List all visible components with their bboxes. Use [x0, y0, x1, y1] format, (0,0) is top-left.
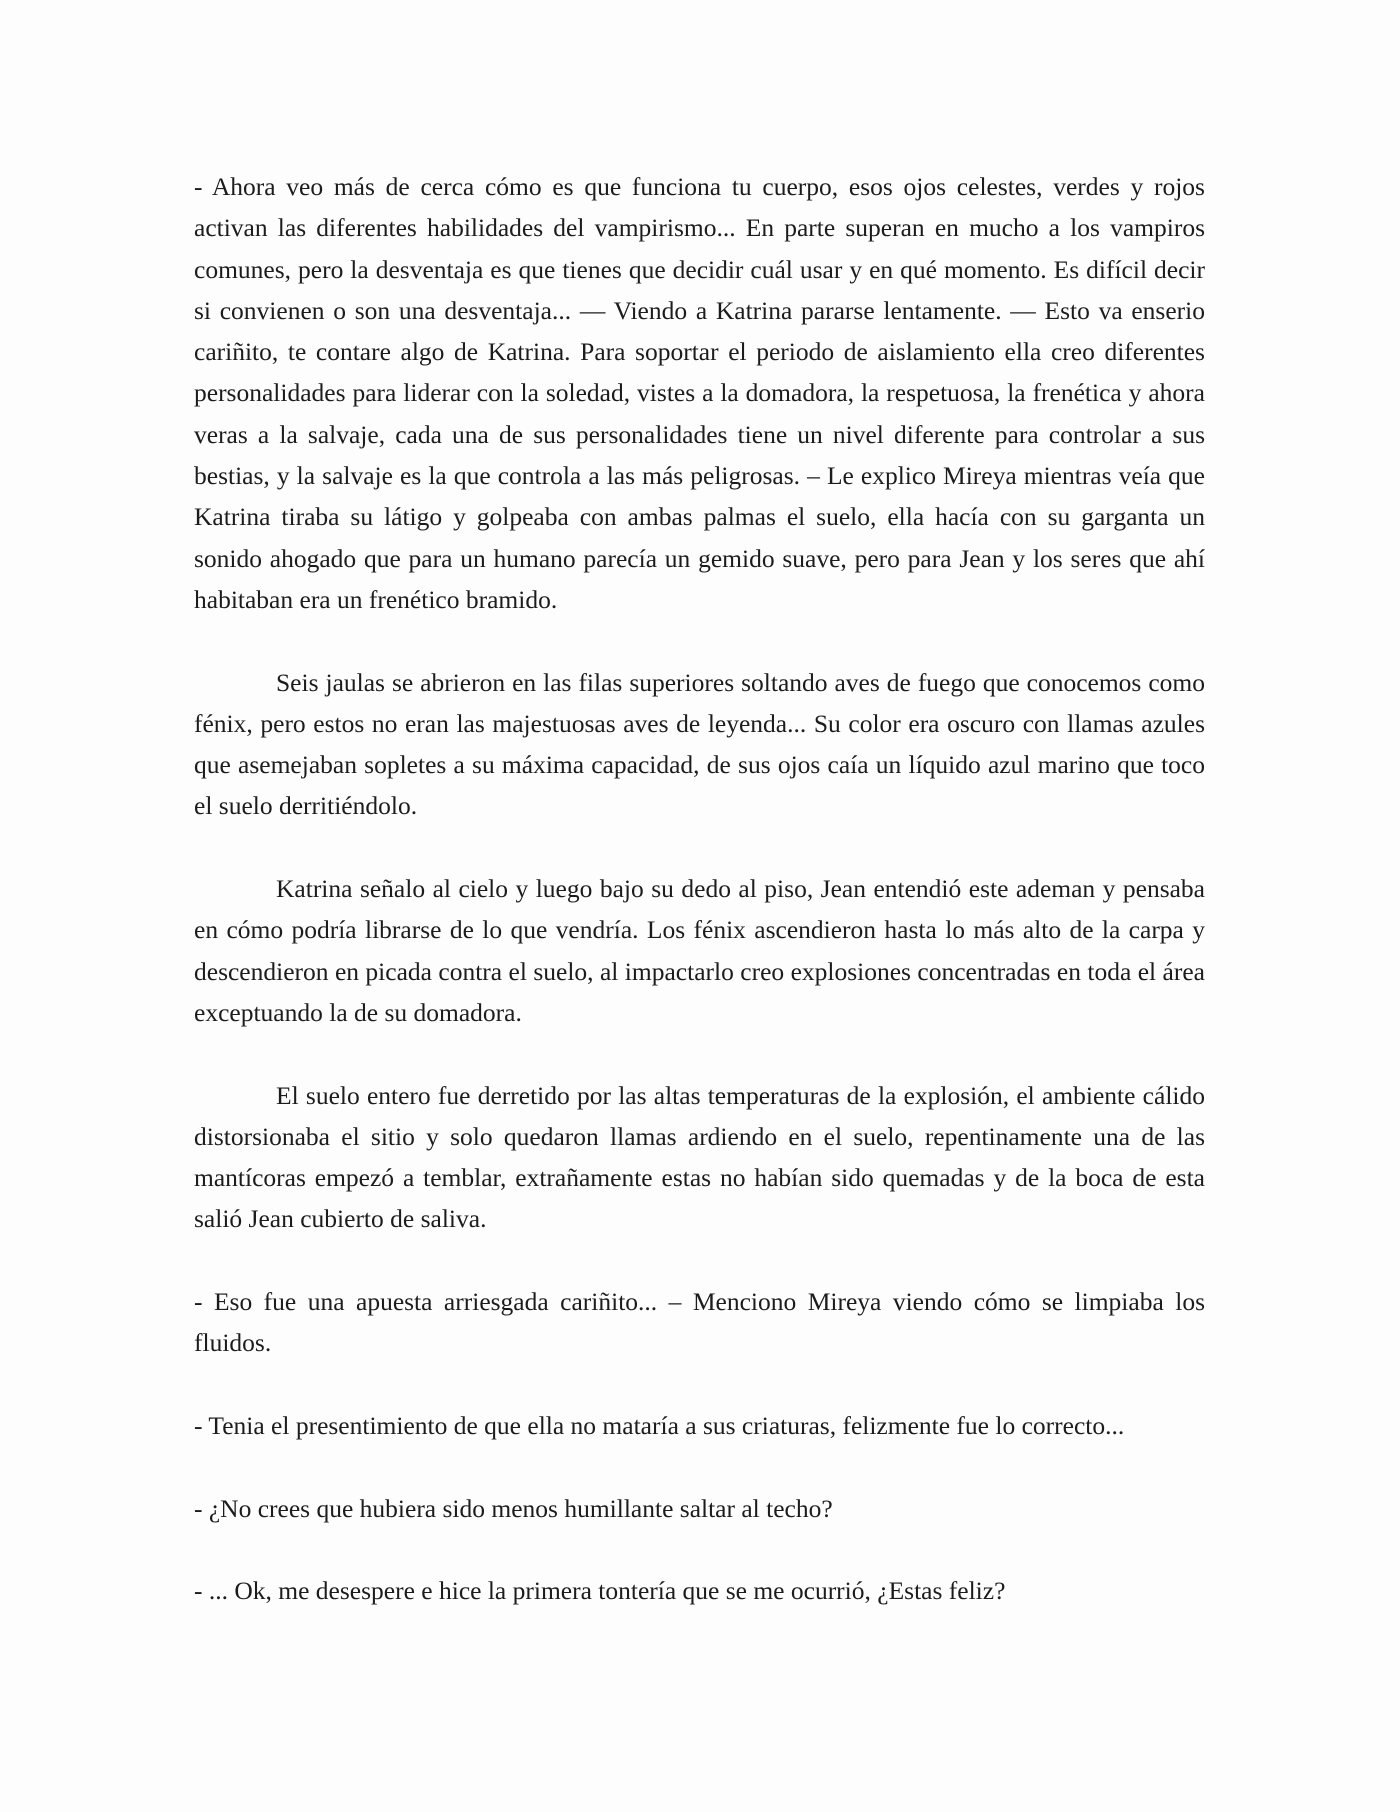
paragraph-8: - ... Ok, me desespere e hice la primera tontería que se me ocurrió, ¿Estas feliz?: [194, 1576, 1006, 1606]
paragraph-2: Seis jaulas se abrieron en las filas superiores soltando aves de fuego que conocemos como fénix, pero estos no eran las majestuosas aves de leyenda... Su color era oscuro con llamas azules que asemejaban sopletes a su máxima capacidad, de sus ojos caía un líquido azul marino que toco el suelo derritiéndolo.: [194, 667, 1205, 821]
paragraph-3: Katrina señalo al cielo y luego bajo su dedo al piso, Jean entendió este ademan y pensaba en cómo podría librarse de lo que vendría. Los fénix ascendieron hasta lo más alto de la carpa y descendieron en picada contra el suelo, al impactarlo creo explosiones concentradas en toda el área exceptuando la de su domadora.: [194, 874, 1205, 1027]
paragraph-4: El suelo entero fue derretido por las altas temperaturas de la explosión, el ambiente cálido distorsionaba el sitio y solo quedaron llamas ardiendo en el suelo, repentinamente una de las mantícoras empezó a temblar, extrañamente estas no habían sido quemadas y de la boca de esta salió Jean cubierto de saliva.: [194, 1080, 1205, 1234]
paragraph-1: - Ahora veo más de cerca cómo es que funciona tu cuerpo, esos ojos celestes, verdes y rojos activan las diferentes habilidades del vampirismo... En parte superan en mucho a los vampiros comunes, pero la desventaja es que tienes que decidir cuál usar y en qué momento. Es difícil decir si convienen o son una desventaja... — Viendo a Katrina pararse lentamente. — Esto va enserio cariñito, te contare algo de Katrina. Para soportar el periodo de aislamiento ella creo diferentes personalidades para liderar con la soledad, vistes a la domadora, la respetuosa, la frenética y ahora veras a la salvaje, cada una de sus personalidades tiene un nivel diferente para controlar a sus bestias, y la salvaje es la que controla a las más peligrosas. – Le explico Mireya mientras veía que Katrina tiraba su látigo y golpeaba con ambas palmas el suelo, ella hacía con su garganta un sonido ahogado que para un humano parecía un gemido suave, pero para Jean y los seres que ahí habitaban era un frenético bramido.: [194, 172, 1205, 614]
paragraph-5: - Eso fue una apuesta arriesgada cariñito... – Menciono Mireya viendo cómo se limpiaba los fluidos.: [194, 1287, 1205, 1358]
document-body: [194, 166, 1205, 1653]
paragraph-6: - Tenia el presentimiento de que ella no mataría a sus criaturas, felizmente fue lo correcto...: [194, 1410, 1125, 1440]
paragraph-7: - ¿No crees que hubiera sido menos humillante saltar al techo?: [194, 1493, 833, 1523]
